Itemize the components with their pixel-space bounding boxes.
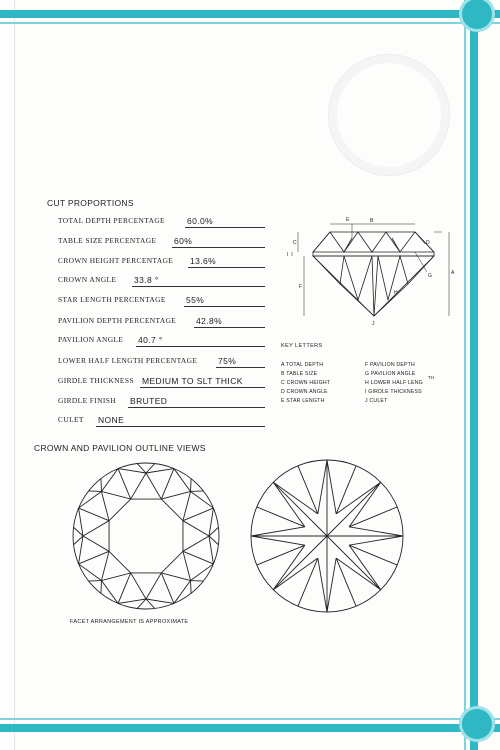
embossed-seal (328, 54, 450, 176)
key-letter-a: A TOTAL DEPTH (281, 362, 324, 368)
key-letter-i: I GIRDLE THICKNESS (365, 389, 422, 395)
proportion-row (58, 236, 193, 246)
lower-half-edge (251, 536, 305, 545)
proportion-value: 55% (184, 295, 265, 307)
proportion-row (58, 396, 168, 406)
proportion-label: CULET (58, 415, 84, 424)
main-facet-edge (183, 551, 213, 564)
lower-half-edge (327, 460, 336, 514)
proportion-value: NONE (96, 415, 265, 427)
proportion-label: LOWER HALF LENGTH PERCENTAGE (58, 356, 198, 365)
star-facet-edge (83, 536, 109, 551)
upper-girdle-edge (209, 508, 213, 536)
star-facet-edge (83, 521, 109, 536)
proportion-label: GIRDLE FINISH (58, 396, 116, 405)
upper-girdle-edge (79, 491, 102, 508)
star-facet-edge (146, 473, 161, 499)
key-letter-b: B TABLE SIZE (281, 371, 318, 377)
upper-girdle-edge (191, 491, 214, 508)
star-facet-edge (161, 491, 190, 499)
top-border-inner (0, 22, 500, 24)
proportion-row (58, 376, 243, 386)
corner-ornament-bottom (459, 706, 495, 742)
pavilion-view-diagram (249, 458, 405, 614)
proportion-value: 60.0% (185, 216, 265, 228)
star-facet-edge (131, 573, 146, 599)
upper-girdle-edge (101, 469, 118, 492)
main-facet-edge (161, 573, 174, 603)
proportion-value: MEDIUM TO SLT THICK (140, 376, 265, 388)
proportion-value: BRUTED (128, 396, 265, 408)
upper-girdle-edge (118, 469, 146, 473)
crown-view-diagram (66, 460, 226, 612)
lower-half-edge (318, 460, 327, 514)
star-facet-edge (131, 473, 146, 499)
upper-girdle-edge (79, 508, 83, 536)
proportion-row (58, 335, 163, 345)
diagram-letter-j: J (372, 321, 375, 327)
diagram-letter-e: E (346, 217, 350, 223)
diagram-letter-c: C (293, 240, 297, 246)
upper-girdle-edge (101, 581, 118, 604)
diagram-letter-h: H (394, 290, 398, 296)
crown-girdle-circle (73, 463, 219, 609)
key-letters-title: KEY LETTERS (281, 343, 323, 349)
main-facet-edge (79, 551, 109, 564)
right-border (470, 0, 478, 750)
proportion-row (58, 415, 125, 425)
star-facet-edge (183, 536, 209, 551)
upper-girdle-edge (146, 599, 174, 603)
proportion-value: 13.6% (188, 256, 265, 268)
key-letter-h: H LOWER HALF LENG (365, 380, 423, 386)
proportion-row (58, 316, 223, 326)
key-letter-c: C CROWN HEIGHT (281, 380, 331, 386)
diagram-letter-g: G (428, 273, 432, 279)
crown-outline (313, 232, 434, 252)
lower-half-edge (327, 558, 336, 612)
proportion-label: PAVILION ANGLE (58, 335, 124, 344)
proportion-row (58, 256, 217, 266)
upper-girdle-edge (89, 581, 102, 582)
lower-half-edge (318, 558, 327, 612)
cut-proportions-title: CUT PROPORTIONS (47, 198, 134, 208)
lower-half-edge (251, 527, 305, 536)
proportion-row (58, 295, 205, 305)
key-letter-e: E STAR LENGTH (281, 398, 325, 404)
facet-note: FACET ARRANGEMENT IS APPROXIMATE (70, 619, 189, 625)
star-facet-edge (183, 521, 209, 536)
key-letter-d: D CROWN ANGLE (281, 389, 328, 395)
lower-half-edge (349, 536, 403, 545)
top-border (0, 10, 500, 18)
main-facet-edge (79, 508, 109, 521)
key-letter-f: F PAVILION DEPTH (365, 362, 415, 368)
upper-girdle-edge (89, 491, 102, 492)
key-letter-h-suffix: TH (428, 375, 435, 380)
star-facet-edge (183, 491, 191, 520)
upper-girdle-edge (209, 536, 213, 564)
key-letter-g: G PAVILION ANGLE (365, 371, 416, 377)
corner-ornament-top (459, 0, 495, 32)
proportion-label: TOTAL DEPTH PERCENTAGE (58, 216, 165, 225)
proportion-row (58, 356, 237, 366)
star-facet-edge (101, 551, 109, 580)
proportion-value: 33.8 ° (132, 275, 265, 287)
upper-girdle-edge (191, 479, 192, 492)
page-fold (14, 0, 15, 750)
main-facet-edge (118, 573, 131, 603)
upper-girdle-edge (118, 599, 146, 603)
proportion-label: CROWN ANGLE (58, 275, 117, 284)
right-border-inner (464, 0, 466, 750)
star-facet-edge (101, 491, 130, 499)
upper-girdle-edge (101, 479, 102, 492)
upper-girdle-edge (79, 536, 83, 564)
star-facet-edge (161, 573, 190, 581)
bottom-border-inner (0, 718, 500, 720)
proportion-row (58, 275, 159, 285)
proportion-label: PAVILION DEPTH PERCENTAGE (58, 316, 177, 325)
proportion-label: GIRDLE THICKNESS (58, 376, 134, 385)
pavilion-facets (251, 460, 403, 612)
proportion-value: 42.8% (194, 316, 265, 328)
upper-girdle-edge (191, 491, 204, 492)
upper-girdle-edge (174, 469, 191, 492)
star-facet-edge (101, 573, 130, 581)
proportion-label: CROWN HEIGHT PERCENTAGE (58, 256, 174, 265)
upper-girdle-edge (191, 581, 204, 582)
star-facet-edge (183, 551, 191, 580)
upper-girdle-edge (191, 564, 214, 581)
main-facet-edge (183, 508, 213, 521)
diagram-letter-a: A (451, 270, 455, 276)
key-letter-j: J CULET (365, 398, 388, 404)
proportion-row (58, 216, 214, 226)
diamond-profile-diagram (282, 210, 472, 330)
proportion-label: TABLE SIZE PERCENTAGE (58, 236, 157, 245)
proportion-value: 60% (172, 236, 265, 248)
upper-girdle-edge (101, 581, 102, 594)
proportion-label: STAR LENGTH PERCENTAGE (58, 295, 166, 304)
outline-views-title: CROWN AND PAVILION OUTLINE VIEWS (34, 443, 206, 453)
upper-girdle-edge (146, 469, 174, 473)
crown-table-octagon (109, 499, 183, 573)
star-facet-edge (101, 491, 109, 520)
bottom-border (0, 724, 500, 732)
lower-half-edge (349, 527, 403, 536)
upper-girdle-edge (79, 564, 102, 581)
main-facet-edge (118, 469, 131, 499)
main-facet-edge (161, 469, 174, 499)
upper-girdle-edge (174, 581, 191, 604)
diagram-letter-f: F (299, 284, 303, 290)
diagram-letter-i: I (287, 252, 289, 258)
diagram-letter-d: D (426, 240, 430, 246)
proportion-value: 40.7 ° (136, 335, 265, 347)
upper-girdle-edge (191, 581, 192, 594)
proportion-value: 75% (216, 356, 265, 368)
crown-facets (74, 464, 219, 609)
star-facet-edge (146, 573, 161, 599)
diagram-letter-b: B (370, 218, 374, 224)
